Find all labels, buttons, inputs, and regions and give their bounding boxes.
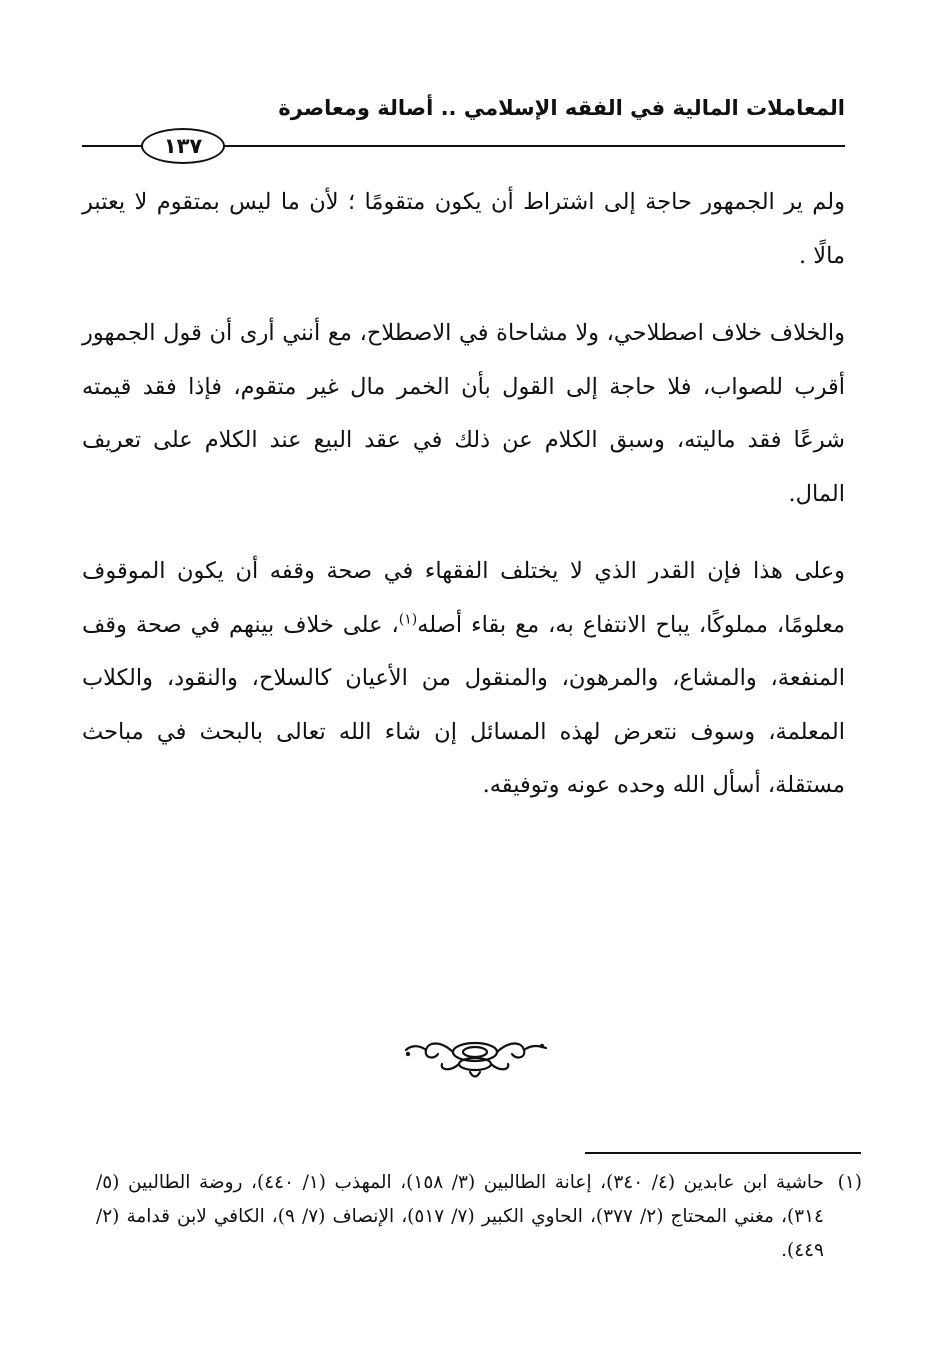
page-number: ١٣٧	[163, 134, 203, 158]
floral-divider-icon	[400, 1032, 550, 1082]
body-text	[82, 176, 845, 837]
paragraph-3-text-after-ref: ، على خلاف بينهم في صحة وقف المنفعة، والمشاع، والمرهون، والمنقول من الأعيان كالسلاح، والنقود، والكلاب المعلمة، وسوف نتعرض لهذه المسائل إن شاء الله تعالى بالبحث في مباحث مستقلة، أسأل الله وحده عونه وتوفيقه.	[82, 611, 845, 798]
footnote-1	[96, 1166, 862, 1268]
footnotes	[96, 1166, 862, 1268]
paragraph-3	[82, 545, 845, 813]
paragraph-2: والخلاف خلاف اصطلاحي، ولا مشاحاة في الاصطلاح، مع أنني أرى أن قول الجمهور أقرب للصواب، فلا حاجة إلى القول بأن الخمر مال غير متقوم، فإذا فقد قيمته شرعًا فقد ماليته، وسبق الكلام عن ذلك في عقد البيع عند الكلام على تعريف المال.	[82, 320, 845, 507]
footnote-number: (١)	[837, 1172, 862, 1193]
footnote-reference[interactable]: (١)	[398, 611, 418, 627]
running-header-title: المعاملات المالية في الفقه الإسلامي .. أصالة ومعاصرة	[278, 96, 845, 120]
paragraph-1: ولم ير الجمهور حاجة إلى اشتراط أن يكون متقومًا ؛ لأن ما ليس بمتقوم لا يعتبر مالًا .	[82, 189, 845, 269]
footnote-text: حاشية ابن عابدين (٤/ ٣٤٠)، إعانة الطالبين (٣/ ١٥٨)، المهذب (١/ ٤٤٠)، روضة الطالبين (٥/ ٣١٤)، مغني المحتاج (٢/ ٣٧٧)، الحاوي الكبير (٧/ ٥١٧)، الإنصاف (٧/ ٩)، الكافي لابن قدامة (٢/ ٤٤٩).	[96, 1172, 824, 1261]
page-number-badge	[141, 128, 225, 164]
footnote-separator	[585, 1152, 861, 1154]
paragraph-3-text-before-ref: وعلى هذا فإن القدر الذي لا يختلف الفقهاء في صحة وقفه أن يكون الموقوف معلومًا، مملوكًا، يباح الانتفاع به، مع بقاء أصله	[82, 558, 845, 638]
